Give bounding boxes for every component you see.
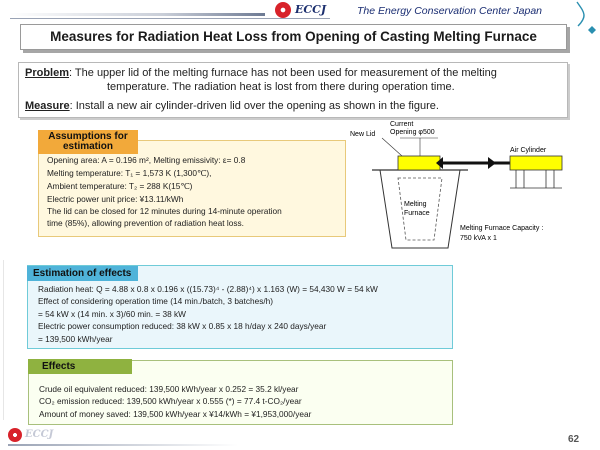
- furnace-label-1: Melting: [404, 201, 427, 208]
- capacity-label-2: 750 kVA x 1: [460, 235, 497, 242]
- furnace-diagram: [340, 118, 600, 258]
- header-decor-line-thin: [10, 18, 330, 19]
- assumption-line: Electric power unit price: ¥13.11/kWh: [47, 194, 184, 204]
- header-band: [0, 0, 600, 20]
- problem-text-line2: temperature. The radiation heat is lost from there during operation time.: [107, 81, 455, 93]
- air-cylinder: [510, 156, 562, 170]
- assumption-line: Melting temperature: T₁ = 1,573 K (1,300℃),: [47, 168, 212, 178]
- slide-title: Measures for Radiation Heat Loss from Opening of Casting Melting Furnace: [50, 29, 537, 44]
- problem-text-line1: : The upper lid of the melting furnace has not been used for measurement of the melting: [69, 67, 497, 79]
- effect-line: CO₂ emission reduced: 139,500 kWh/year x 0.555 (*) = 77.4 t-CO₂/year: [39, 396, 302, 407]
- slide-title-box: [20, 24, 567, 50]
- effects-list: [39, 383, 311, 420]
- assumption-line: The lid can be closed for 12 minutes during 14-minute operation: [47, 206, 282, 216]
- estimation-list: [38, 283, 378, 345]
- assumption-line: time (85%), allowing prevention of radiation heat loss.: [47, 218, 244, 228]
- left-decor-rule: [3, 260, 4, 420]
- estimation-line: Radiation heat: Q = 4.88 x 0.8 x 0.196 x ((15.73)⁴ - (2.88)⁴) x 1.163 (W) = 54,430 W = 54 kW: [38, 284, 378, 294]
- eccj-logo-text: ECCJ: [295, 3, 327, 16]
- estimation-tab: Estimation of effects: [27, 266, 138, 281]
- footer-decor-line: [8, 444, 238, 446]
- problem-row: [25, 66, 565, 80]
- assumption-line: Ambient temperature: T₂ = 288 K(15℃): [47, 181, 193, 191]
- furnace-label-2: Furnace: [404, 210, 430, 217]
- new-lid-leader: [382, 138, 402, 156]
- effect-line: Amount of money saved: 139,500 kWh/year x ¥14/kWh = ¥1,953,000/year: [39, 408, 312, 419]
- eccj-footer-logo-text: ECCJ: [25, 429, 54, 440]
- estimation-line: Effect of considering operation time (14 min./batch, 3 batches/h): [38, 296, 274, 307]
- header-decor-line: [10, 13, 265, 16]
- assumption-line: Opening area: A = 0.196 m², Melting emissivity: ε= 0.8: [47, 155, 246, 165]
- effects-tab: Effects: [28, 359, 132, 374]
- estimation-line: = 54 kW x (14 min. x 3)/60 min. = 38 kW: [38, 308, 187, 319]
- problem-measure-box: [18, 62, 568, 118]
- eccj-logo-icon: [275, 2, 291, 18]
- assumptions-title-line2: estimation: [62, 141, 113, 152]
- measure-row: [25, 99, 439, 113]
- org-name: The Energy Conservation Center Japan: [357, 5, 543, 17]
- measure-label: Measure: [25, 100, 70, 112]
- current-opening-label2: Opening φ500: [390, 129, 435, 136]
- new-lid-label: New Lid: [350, 131, 376, 138]
- arrow-right: [488, 157, 496, 169]
- estimation-line: = 139,500 kWh/year: [38, 333, 113, 344]
- problem-label: Problem: [25, 67, 70, 79]
- corner-decoration-icon: [574, 0, 598, 40]
- assumptions-title-line1: Assumptions for: [48, 131, 128, 142]
- page-number: 62: [568, 434, 580, 445]
- furnace-body: [380, 170, 460, 248]
- measure-text: : Install a new air cylinder-driven lid over the opening as shown in the figure.: [69, 100, 439, 112]
- assumptions-box: [38, 140, 346, 237]
- new-lid: [398, 156, 440, 170]
- assumptions-tab: [38, 130, 138, 154]
- air-cylinder-label: Air Cylinder: [510, 147, 547, 154]
- capacity-label-1: Melting Furnace Capacity :: [460, 225, 544, 232]
- eccj-footer-logo-icon: [8, 428, 22, 442]
- effect-line: Crude oil equivalent reduced: 139,500 kWh/year x 0.252 = 35.2 kl/year: [39, 384, 299, 394]
- current-opening-label: Current: [390, 121, 414, 128]
- estimation-line: Electric power consumption reduced: 38 kW x 0.85 x 18 h/day x 240 days/year: [38, 321, 327, 332]
